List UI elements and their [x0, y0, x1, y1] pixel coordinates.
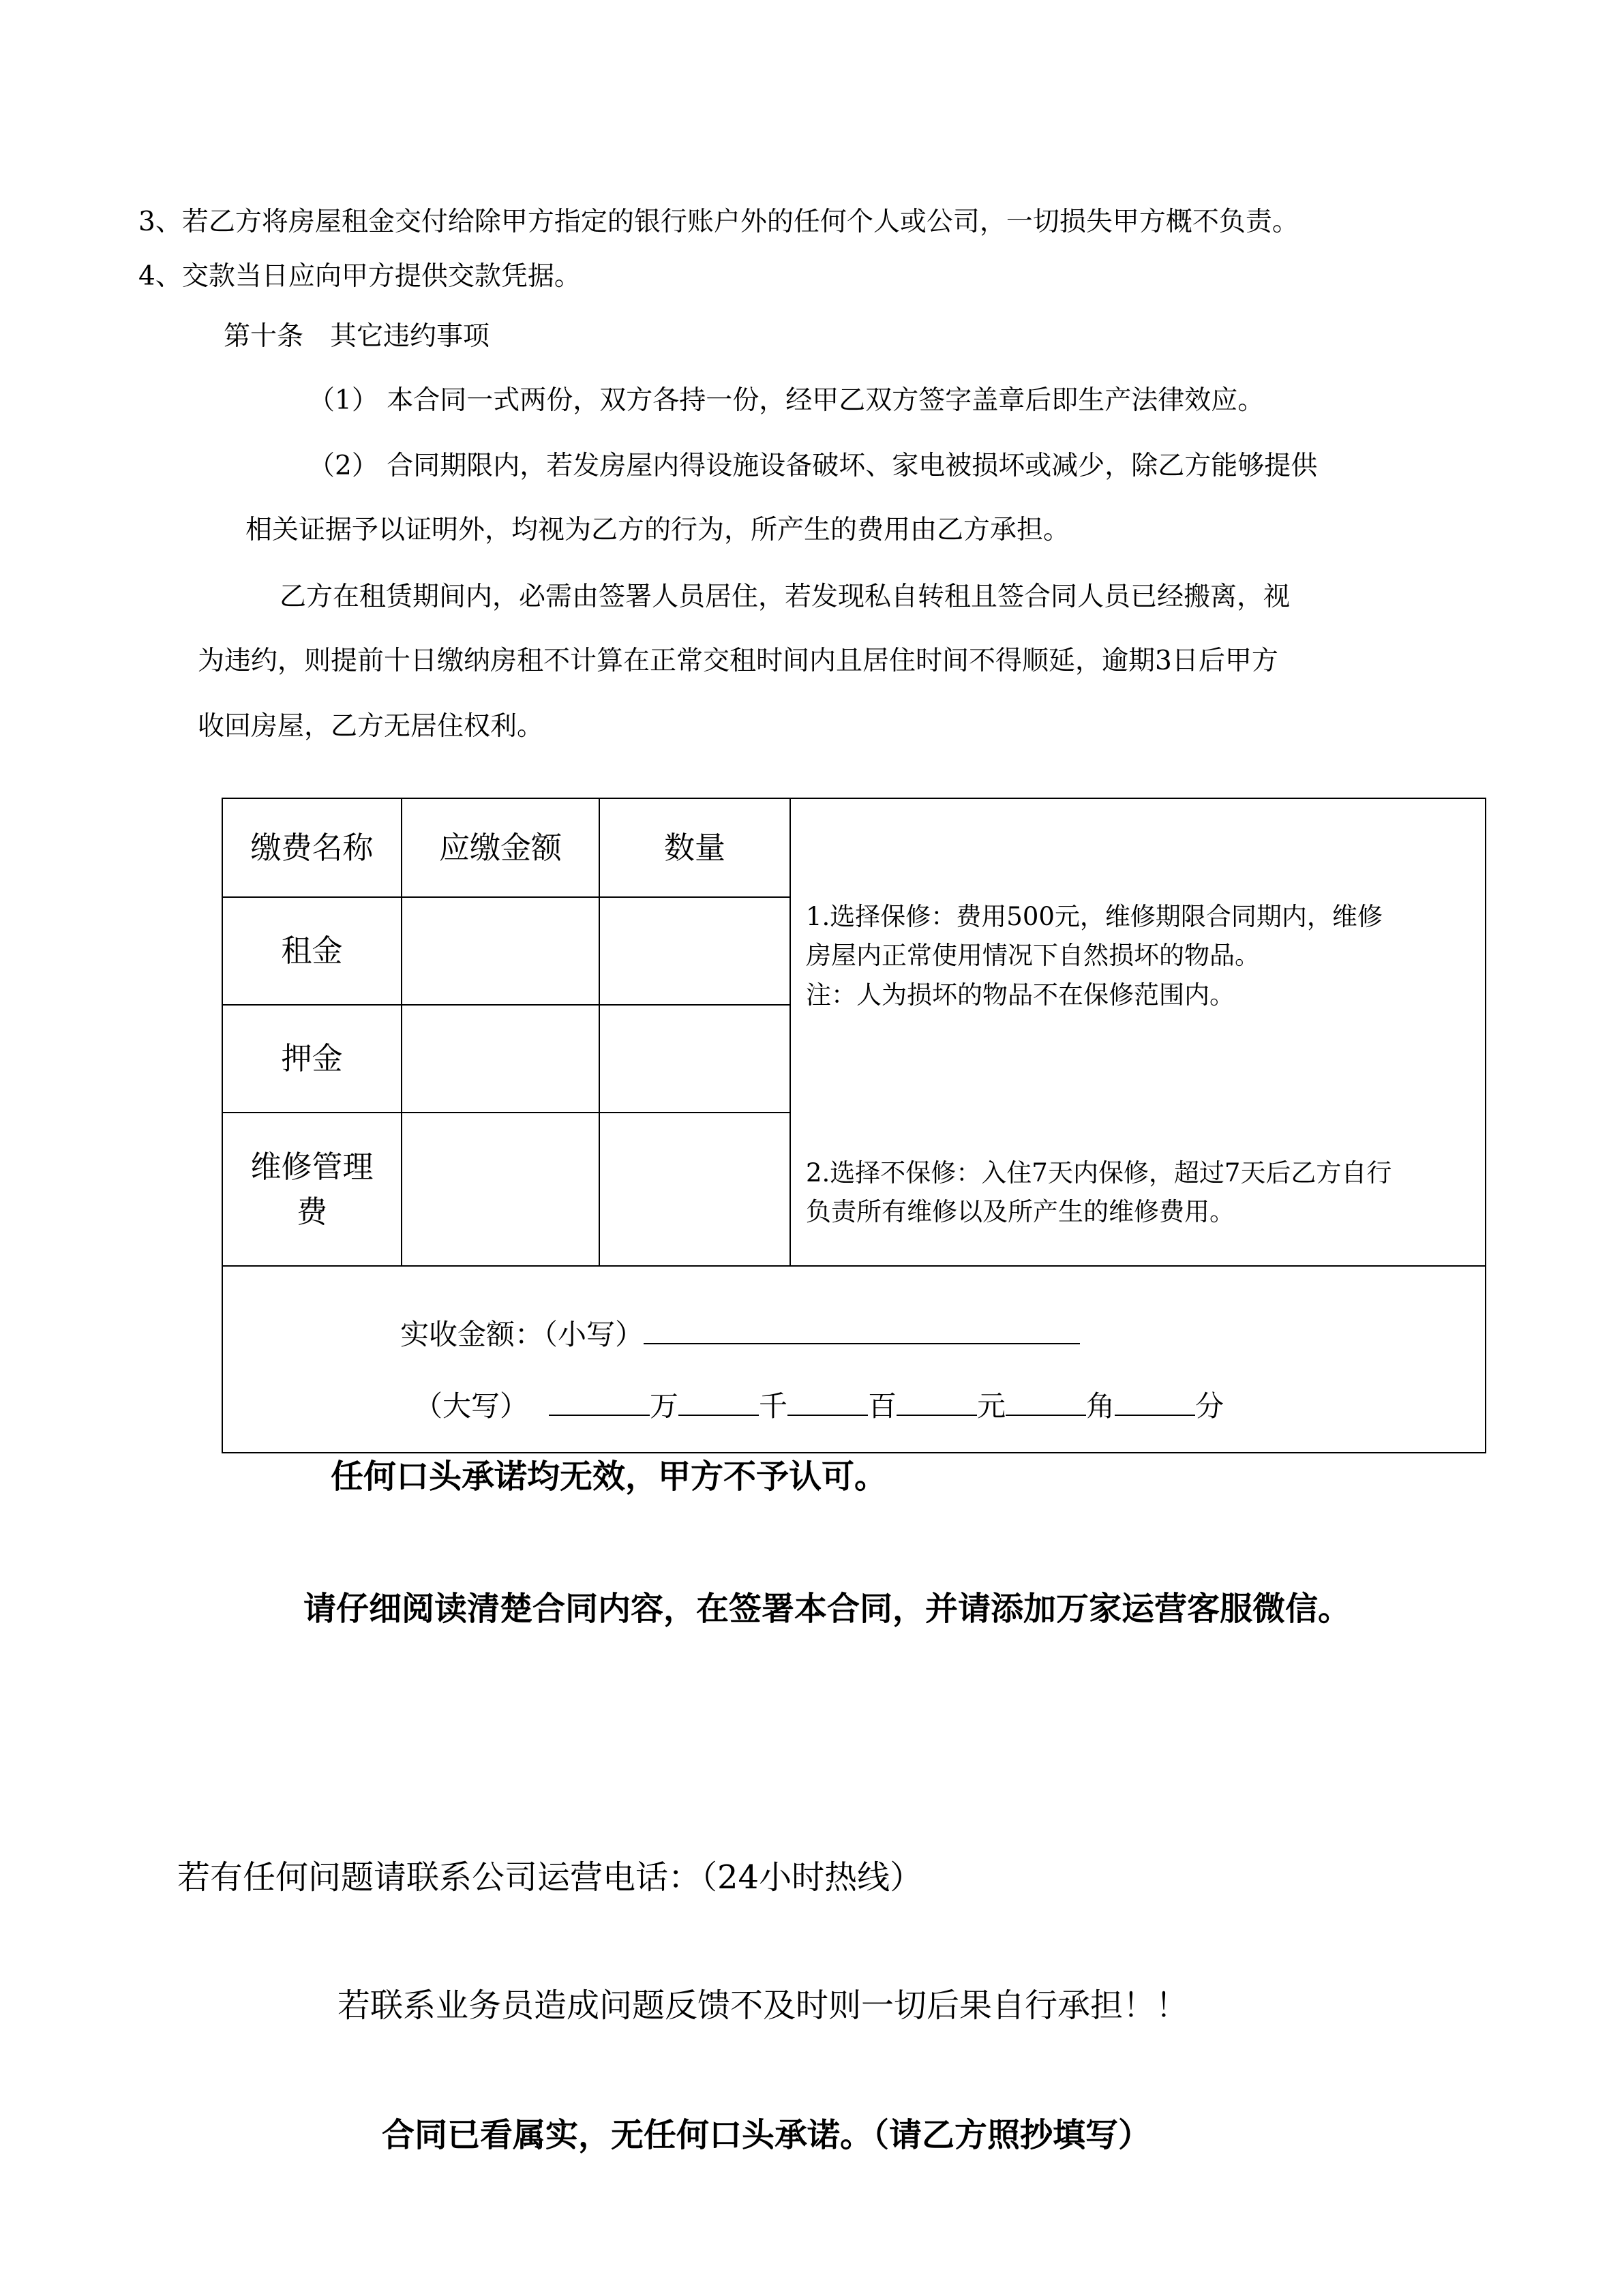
- option-1-line-1: 1.选择保修：费用500元，维修期限合同期内，维修: [806, 902, 1383, 931]
- no-verbal-promise-notice: 任何口头承诺均无效，甲方不予认可。: [331, 1457, 888, 1496]
- received-amount-row: [222, 1266, 1486, 1453]
- header-quantity: 数量: [599, 798, 790, 897]
- received-amount-lowercase: [400, 1314, 1080, 1356]
- row-rent-name: 租金: [222, 897, 402, 1005]
- repair-option-2: [806, 1153, 1470, 1232]
- residence-line-3: 收回房屋，乙方无居住权利。: [198, 711, 544, 742]
- wan-blank[interactable]: [549, 1387, 650, 1416]
- header-fee-name: 缴费名称: [222, 798, 402, 897]
- hotline-notice: 若有任何问题请联系公司运营电话：（24小时热线）: [177, 1858, 923, 1897]
- row-rent-quantity[interactable]: [599, 897, 790, 1005]
- fen-blank[interactable]: [1115, 1387, 1195, 1416]
- item-3: 3、若乙方将房屋租金交付给除甲方指定的银行账户外的任何个人或公司，一切损失甲方概不负责。: [138, 207, 1299, 237]
- clause-2-line-2: 相关证据予以证明外，均视为乙方的行为，所产生的费用由乙方承担。: [245, 515, 1070, 545]
- clause-1: （1） 本合同一式两份，双方各持一份，经甲乙双方签字盖章后即生产法律效应。: [308, 385, 1265, 416]
- row-deposit-amount[interactable]: [402, 1005, 599, 1113]
- salesperson-notice: 若联系业务员造成问题反馈不及时则一切后果自行承担！！: [337, 1987, 1189, 2025]
- received-label: 实收金额：（小写）: [400, 1318, 644, 1351]
- confirmation-notice: 合同已看属实，无任何口头承诺。（请乙方照抄填写）: [382, 2116, 1152, 2154]
- clause-2-line-1: （2） 合同期限内，若发房屋内得设施设备破坏、家电被损坏或减少，除乙方能够提供: [308, 451, 1318, 481]
- yuan-blank[interactable]: [897, 1387, 977, 1416]
- option-2-line-2: 负责所有维修以及所产生的维修费用。: [806, 1197, 1235, 1227]
- row-maintenance-quantity[interactable]: [599, 1113, 790, 1266]
- row-deposit-quantity[interactable]: [599, 1005, 790, 1113]
- repair-option-1: [806, 897, 1470, 1014]
- fee-table: [222, 798, 1486, 1453]
- residence-line-2: 为违约，则提前十日缴纳房租不计算在正常交租时间内且居住时间不得顺延，逾期3日后甲方: [198, 646, 1278, 676]
- residence-line-1: 乙方在租赁期间内，必需由签署人员居住，若发现私自转租且签合同人员已经搬离，视: [280, 581, 1291, 612]
- received-amount-capital: [414, 1386, 1224, 1428]
- row-rent-amount[interactable]: [402, 897, 599, 1005]
- jiao-blank[interactable]: [1006, 1387, 1086, 1416]
- item-4: 4、交款当日应向甲方提供交款凭据。: [138, 261, 581, 292]
- option-1-line-2: 房屋内正常使用情况下自然损坏的物品。: [806, 941, 1260, 971]
- unit-jiao: 角: [1086, 1389, 1115, 1423]
- bai-blank[interactable]: [787, 1387, 868, 1416]
- option-2-line-1: 2.选择不保修：入住7天内保修，超过7天后乙方自行: [806, 1158, 1392, 1188]
- row-maintenance-name: 维修管理费: [222, 1113, 402, 1266]
- unit-bai: 百: [868, 1389, 897, 1423]
- unit-fen: 分: [1195, 1389, 1224, 1423]
- article-10-title: 第十条 其它违约事项: [224, 321, 490, 352]
- option-1-line-3: 注：人为损坏的物品不在保修范围内。: [806, 980, 1235, 1010]
- read-carefully-notice: 请仔细阅读清楚合同内容，在签署本合同，并请添加万家运营客服微信。: [303, 1590, 1351, 1628]
- row-maintenance-amount[interactable]: [402, 1113, 599, 1266]
- row-deposit-name: 押金: [222, 1005, 402, 1113]
- repair-options-note: [790, 798, 1486, 1266]
- lowercase-amount-blank[interactable]: [644, 1316, 1080, 1344]
- unit-wan: 万: [650, 1389, 679, 1423]
- capital-label: （大写）: [414, 1389, 529, 1423]
- unit-yuan: 元: [977, 1389, 1006, 1423]
- header-amount-due: 应缴金额: [402, 798, 599, 897]
- table-header-row: [222, 798, 1486, 897]
- unit-qian: 千: [759, 1389, 788, 1423]
- qian-blank[interactable]: [678, 1387, 759, 1416]
